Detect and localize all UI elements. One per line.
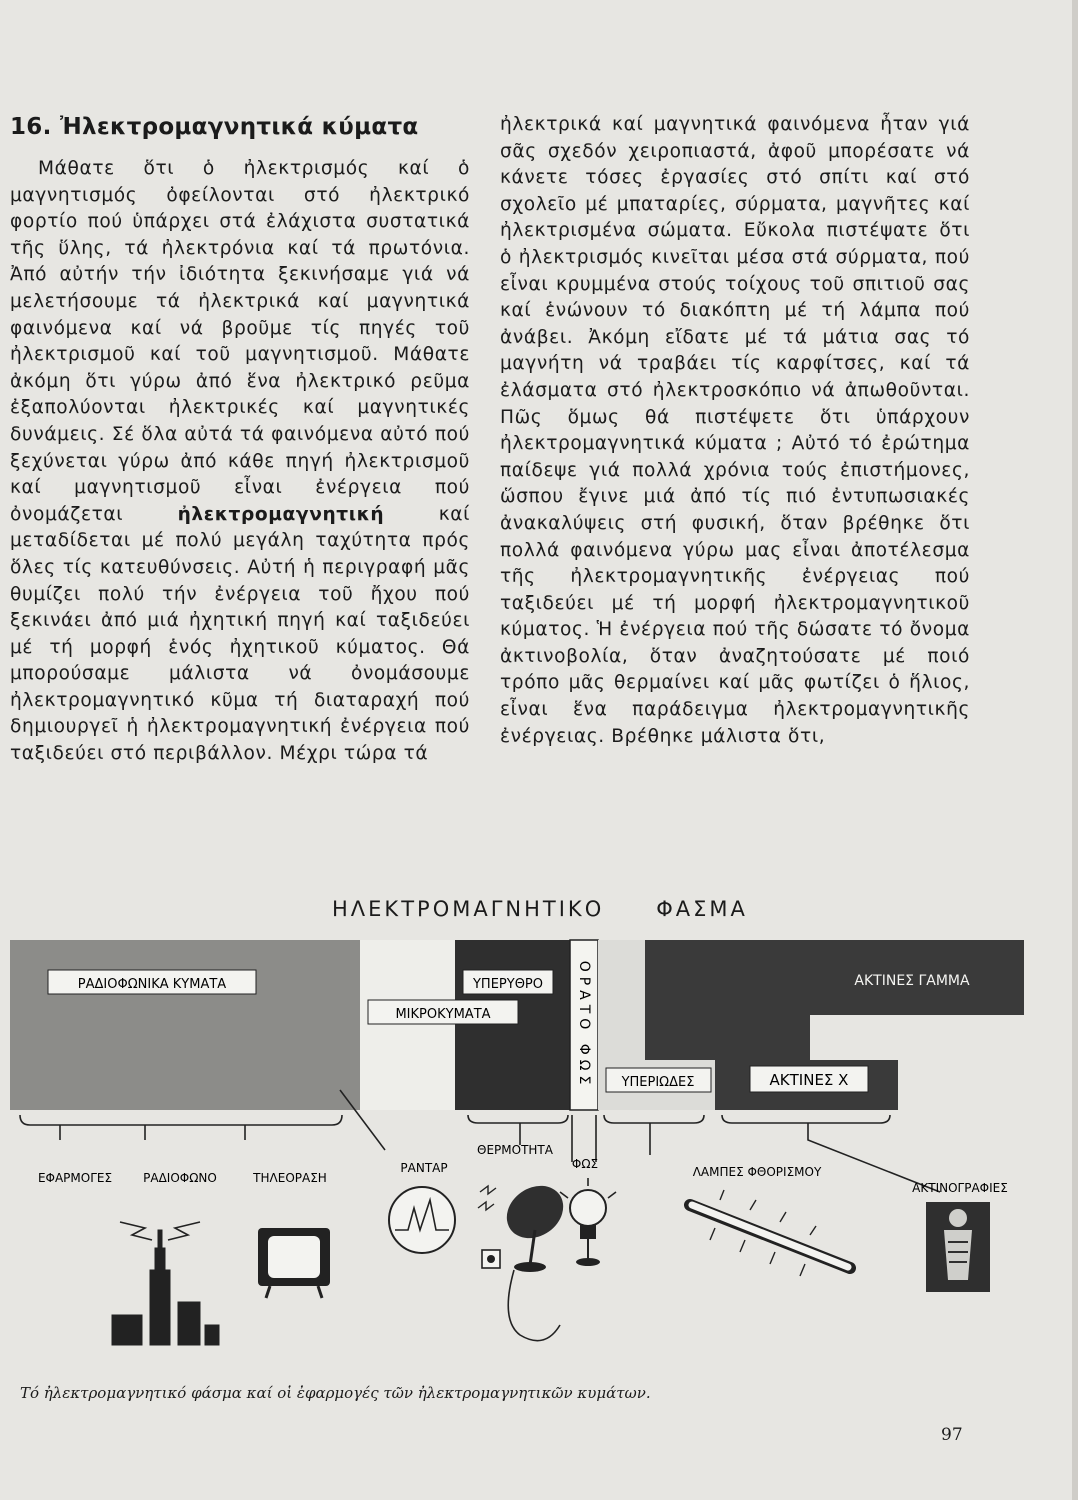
gamma-band-label: ΑΚΤΙΝΕΣ ΓΑΜΜΑ xyxy=(854,973,970,989)
page-edge xyxy=(1072,0,1078,1500)
infrared-band-label: ΥΠΕΡΥΘΡΟ xyxy=(472,977,544,992)
television-icon xyxy=(258,1228,330,1298)
figure-caption: Τό ἠλεκτρομαγνητικό φάσμα καί οἱ ἐφαρμογές τῶν ἠλεκτρομαγνητικῶν κυμάτων. xyxy=(20,1384,651,1402)
left-paragraph-text-2: καί μεταδίδεται μέ πολύ μεγάλη ταχύτητα πρός ὅλες τίς κατευθύνσεις. Αὐτή ἡ περιγραφή μᾶς θυμίζει πολύ τήν ἐνέργεια τοῦ ἤχου πού ξεκινάει ἀπό μιά ἠχητική πηγή καί ταξιδεύει μέ τή μορφή ἑνός ἠχητικοῦ κύματος. Θά μπορούσαμε μάλιστα νά ὀνομάσουμε ἠλεκτρομαγνητικό κῦμα τή διαταραχή πού δημιουργεῖ ἡ ἠλεκτρομαγνητική ἐνέργεια πού ταξιδεύει στό περιβάλλον. Μέχρι τώρα τά xyxy=(10,503,470,765)
fluorescent-app-label: ΛΑΜΠΕΣ ΦΘΟΡΙΣΜΟΥ xyxy=(692,1165,822,1179)
light-bulb-icon xyxy=(560,1178,616,1266)
page-number: 97 xyxy=(941,1425,963,1445)
spectrum-title-part1: ΗΛΕΚΤΡΟΜΑΓΝΗΤΙΚΟ xyxy=(332,897,605,921)
right-column xyxy=(500,112,970,750)
microwave-band-label: ΜΙΚΡΟΚΥΜΑΤΑ xyxy=(395,1007,491,1022)
applications-label: ΕΦΑΡΜΟΓΕΣ xyxy=(37,1171,113,1185)
light-app-label: ΦΩΣ xyxy=(571,1157,599,1171)
infrared-band xyxy=(455,940,570,1110)
heater-icon xyxy=(478,1175,573,1340)
xray-band-label: ΑΚΤΙΝΕΣ Χ xyxy=(769,1071,849,1089)
spectrum-title xyxy=(332,897,748,921)
left-column xyxy=(10,112,470,768)
radar-app-label: ΡΑΝΤΑΡ xyxy=(400,1161,448,1175)
left-paragraph-text-1: Μάθατε ὅτι ὁ ἠλεκτρισμός καί ὁ μαγνητισμός ὀφείλονται στό ἠλεκτρικό φορτίο πού ὑπάρχει στά ἐλάχιστα συστατικά τῆς ὕλης, τά ἠλεκτρόνια καί τά πρωτόνια. Ἀπό αὐτήν τήν ἰδιότητα ξεκινήσαμε γιά νά μελετήσουμε τά ἠλεκτρικά καί μαγνητικά φαινόμενα καί νά βροῦμε τίς πηγές τοῦ ἠλεκτρισμοῦ καί τοῦ μαγνητισμοῦ. Μάθατε ἀκόμη ὅτι γύρω ἀπό ἕνα ἠλεκτρικό ρεῦμα ἐξαπολύονται ἠλεκτρικές καί μαγνητικές δυνάμεις. Σέ ὅλα αὐτά τά φαινόμενα αὐτό πού ξεχύνεται γύρω ἀπό κάθε πηγή ἠλεκτρισμοῦ καί μαγνητισμοῦ εἶναι ἐνέργεια πού ὀνομάζεται xyxy=(10,158,470,525)
visible-light-label: ΟΡΑΤΟ ΦΩΣ xyxy=(576,960,592,1090)
tv-app-label: ΤΗΛΕΟΡΑΣΗ xyxy=(253,1171,327,1185)
emphasized-term: ἠλεκτρομαγνητική xyxy=(177,503,385,525)
radio-band xyxy=(10,940,360,1110)
fluorescent-tube-icon xyxy=(690,1190,850,1276)
heat-app-label: ΘΕΡΜΟΤΗΤΑ xyxy=(477,1143,553,1157)
xray-radiograph-icon xyxy=(926,1202,990,1292)
radio-band-label: ΡΑΔΙΟΦΩΝΙΚΑ ΚΥΜΑΤΑ xyxy=(77,977,227,992)
radiography-app-label: ΑΚΤΙΝΟΓΡΑΦΙΕΣ xyxy=(912,1181,1008,1195)
radar-icon xyxy=(389,1187,455,1253)
left-paragraph xyxy=(10,156,470,768)
right-paragraph: ἠλεκτρικά καί μαγνητικά φαινόμενα ἦταν γιά σᾶς σχεδόν χειροπιαστά, ἀφοῦ μπορέσατε νά κάνετε τόσες ἐργασίες στό σπίτι καί στό σχολεῖο μέ μπαταρίες, σύρματα, μαγνῆτες καί ἠλεκτρισμένα σώματα. Εὔκολα πιστέψατε ὅτι ὁ ἠλεκτρισμός κινεῖται μέσα στά σύρματα, πού εἶναι κρυμμένα στούς τοίχους τοῦ σπιτιοῦ σας καί ἑνώνουν τό διακόπτη μέ τή λάμπα πού ἀνάβει. Ἀκόμη εἴδατε μέ τά μάτια σας τό μαγνήτη νά τραβάει τίς καρφίτσες, καί τά ἐλάσματα στό ἠλεκτροσκόπιο νά ἀπωθοῦνται. Πῶς ὅμως θά πιστέψετε ὅτι ὑπάρχουν ἠλεκτρομαγνητικά κύματα ; Αὐτό τό ἐρώτημα παίδεψε γιά πολλά χρόνια τούς ἐπιστήμονες, ὥσπου ἔγινε μιά ἀπό τίς πιό ἐντυπωσιακές ἀνακαλύψεις στή φυσική, ὅταν βρέθηκε ὅτι πολλά φαινόμενα γύρω μας εἶναι ἀποτέλεσμα τῆς ἠλεκτρομαγνητικῆς ἐνέργειας πού ταξιδεύει μέ τή μορφή ἠλεκτρομαγνητικοῦ κύματος. Ἡ ἐνέργεια πού τῆς δώσατε τό ὄνομα ἀκτινοβολία, ὅταν ἀναζητούσατε μέ ποιό τρόπο μᾶς θερμαίνει καί μᾶς φωτίζει ὁ ἥλιος, εἶναι ἕνα παράδειγμα ἠλεκτρομαγνητικῆς ἐνέργειας. Βρέθηκε μάλιστα ὅτι, xyxy=(500,114,970,747)
spectrum-diagram xyxy=(0,930,1040,1385)
ultraviolet-band-label: ΥΠΕΡΙΩΔΕΣ xyxy=(621,1075,695,1090)
section-title: 16. Ἠλεκτρομαγνητικά κύματα xyxy=(10,114,419,140)
spectrum-title-part2: ΦΑΣΜΑ xyxy=(656,897,748,921)
radio-app-label: ΡΑΔΙΟΦΩΝΟ xyxy=(143,1171,217,1185)
radio-micro-gap xyxy=(360,940,460,1110)
radio-tower-icon xyxy=(112,1222,219,1345)
